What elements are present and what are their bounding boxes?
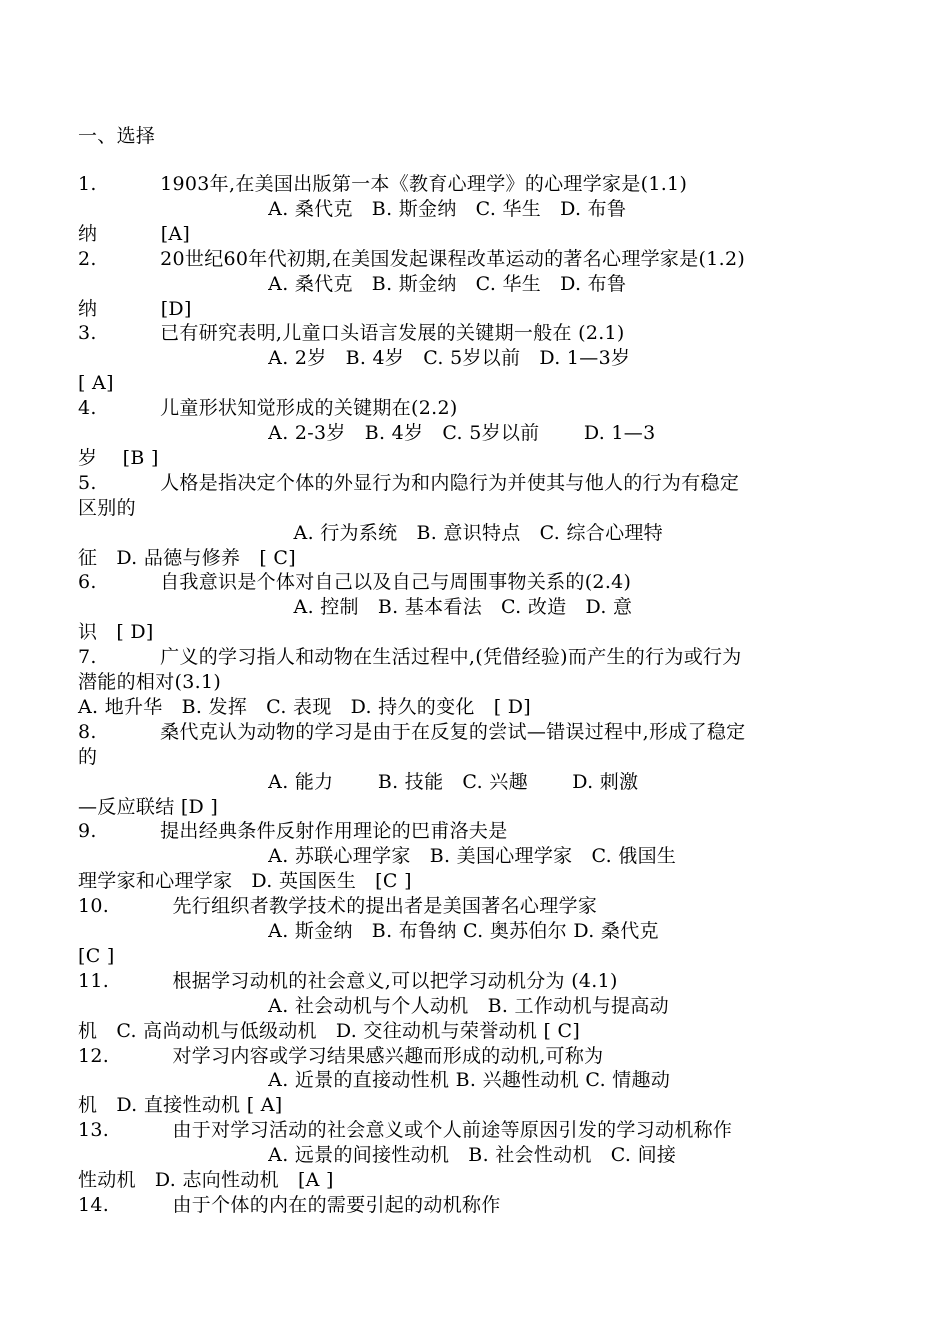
text-line: 的 bbox=[78, 745, 98, 768]
text-line: 11. 根据学习动机的社会意义,可以把学习动机分为 (4.1) bbox=[78, 969, 618, 992]
text-line: 1. 1903年,在美国出版第一本《教育心理学》的心理学家是(1.1) bbox=[78, 173, 688, 195]
text-line: 纳 [A] bbox=[78, 222, 191, 245]
text-line: 潜能的相对(3.1) bbox=[78, 671, 222, 693]
text-line: [C ] bbox=[78, 944, 115, 967]
text-line: —反应联结 [D ] bbox=[78, 795, 219, 818]
text-line: A. 桑代克 B. 斯金纳 C. 华生 D. 布鲁 bbox=[78, 197, 627, 220]
text-line: 征 D. 品德与修养 [ C] bbox=[78, 546, 296, 569]
text-line: A. 2岁 B. 4岁 C. 5岁以前 D. 1—3岁 bbox=[78, 347, 631, 370]
text-line: A. 能力 B. 技能 C. 兴趣 D. 刺激 bbox=[78, 770, 639, 793]
text-line: 机 D. 直接性动机 [ A] bbox=[78, 1094, 283, 1117]
text-line: A. 地升华 B. 发挥 C. 表现 D. 持久的变化 [ D] bbox=[78, 695, 531, 718]
text-line: A. 行为系统 B. 意识特点 C. 综合心理特 bbox=[78, 521, 663, 544]
text-line: 岁 [B ] bbox=[78, 446, 159, 469]
text-line: A. 桑代克 B. 斯金纳 C. 华生 D. 布鲁 bbox=[78, 272, 627, 295]
section-title: 一、选择 bbox=[78, 125, 156, 147]
text-line: 区别的 bbox=[78, 496, 136, 519]
text-line: A. 斯金纳 B. 布鲁纳 C. 奥苏伯尔 D. 桑代克 bbox=[78, 920, 659, 942]
text-line: A. 近景的直接动性机 B. 兴趣性动机 C. 情趣动 bbox=[78, 1069, 671, 1092]
text-line: 理学家和心理学家 D. 英国医生 [C ] bbox=[78, 870, 412, 893]
text-line: 3. 已有研究表明,儿童口头语言发展的关键期一般在 (2.1) bbox=[78, 322, 625, 345]
text-line: 12. 对学习内容或学习结果感兴趣而形成的动机,可称为 bbox=[78, 1044, 604, 1067]
text-line: 7. 广义的学习指人和动物在生活过程中,(凭借经验)而产生的行为或行为 bbox=[78, 646, 742, 669]
text-line: 机 C. 高尚动机与低级动机 D. 交往动机与荣誉动机 [ C] bbox=[78, 1019, 581, 1042]
text-line: [ A] bbox=[78, 372, 114, 395]
text-line: 13. 由于对学习活动的社会意义或个人前途等原因引发的学习动机称作 bbox=[78, 1119, 733, 1142]
text-line: 9. 提出经典条件反射作用理论的巴甫洛夫是 bbox=[78, 820, 508, 843]
text-line: 识 [ D] bbox=[78, 621, 154, 644]
text-line: 6. 自我意识是个体对自己以及自己与周围事物关系的(2.4) bbox=[78, 571, 632, 594]
text-line: 性动机 D. 志向性动机 [A ] bbox=[78, 1169, 334, 1191]
text-line: A. 控制 B. 基本看法 C. 改造 D. 意 bbox=[78, 596, 633, 619]
text-line: 4. 儿童形状知觉形成的关键期在(2.2) bbox=[78, 397, 458, 420]
text-line: 10. 先行组织者教学技术的提出者是美国著名心理学家 bbox=[78, 895, 598, 918]
text-line: 14. 由于个体的内在的需要引起的动机称作 bbox=[78, 1193, 501, 1216]
text-line: A. 远景的间接性动机 B. 社会性动机 C. 间接 bbox=[78, 1144, 677, 1167]
text-line: 5. 人格是指决定个体的外显行为和内隐行为并使其与他人的行为有稳定 bbox=[78, 471, 740, 494]
text-line: A. 苏联心理学家 B. 美国心理学家 C. 俄国生 bbox=[78, 845, 677, 868]
text-line: 8. 桑代克认为动物的学习是由于在反复的尝试—错误过程中,形成了稳定 bbox=[78, 720, 746, 743]
text-line: A. 2-3岁 B. 4岁 C. 5岁以前 D. 1—3 bbox=[78, 422, 656, 444]
text-line: 纳 [D] bbox=[78, 297, 192, 320]
text-line: 2. 20世纪60年代初期,在美国发起课程改革运动的著名心理学家是(1.2) bbox=[78, 247, 746, 270]
text-line: A. 社会动机与个人动机 B. 工作动机与提高动 bbox=[78, 994, 669, 1017]
